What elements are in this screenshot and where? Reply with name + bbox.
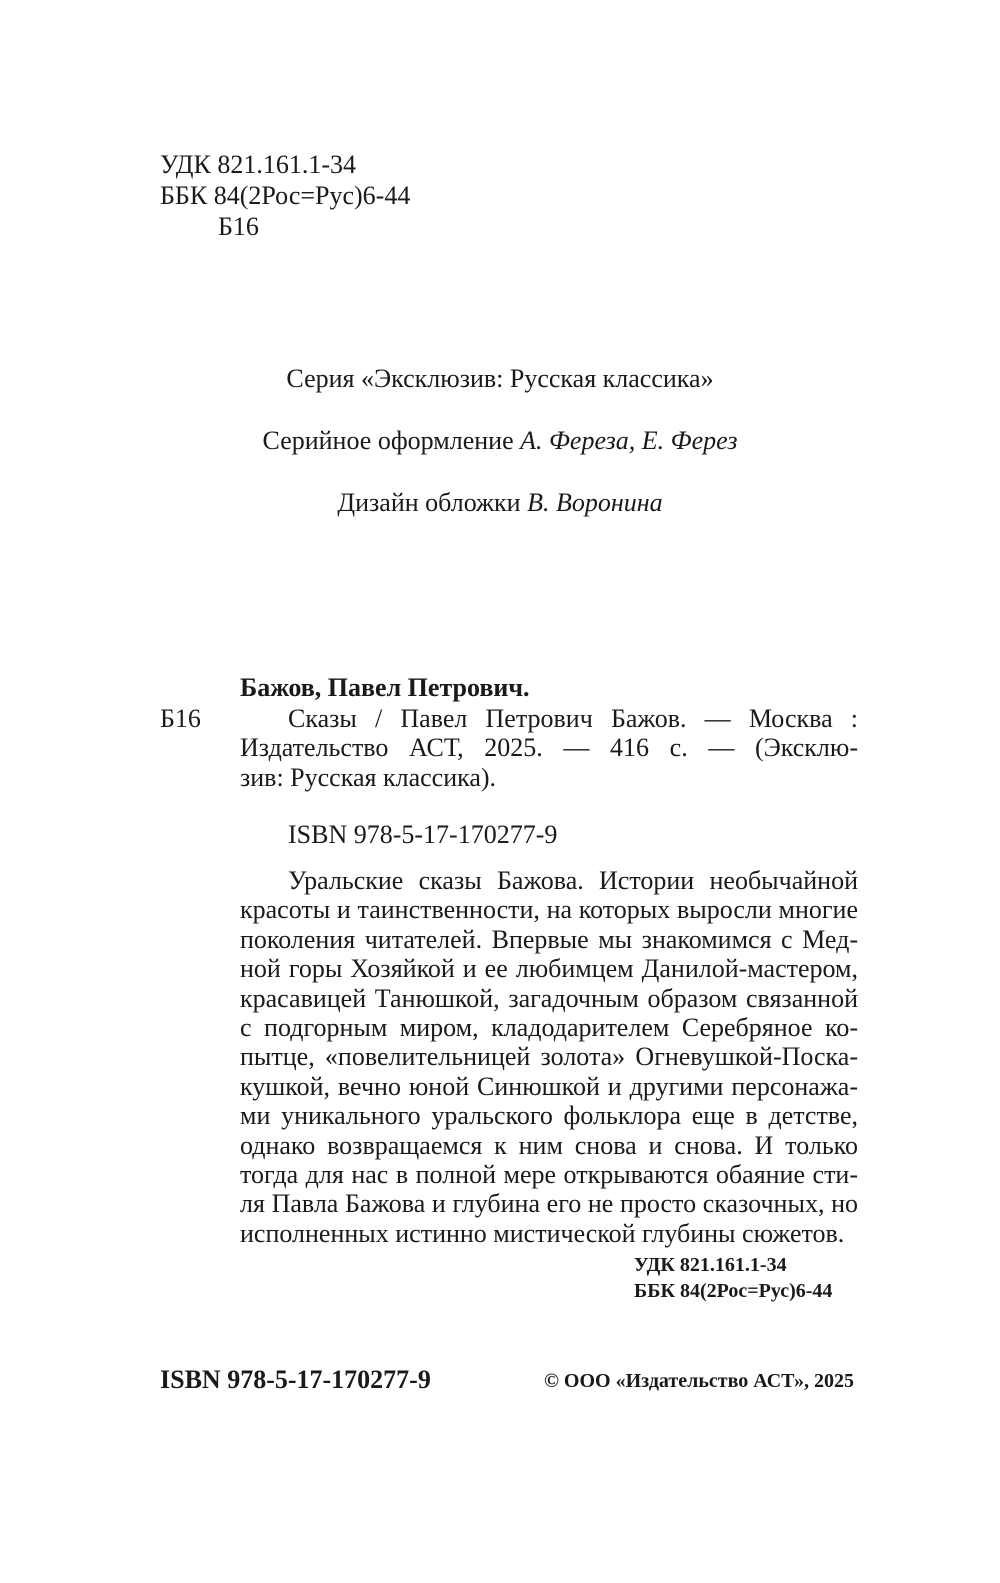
record-mark: Б16 bbox=[160, 704, 201, 733]
annotation bbox=[240, 866, 858, 1248]
annotation-line: красавицей Танюшкой, загадочным образом связанной bbox=[240, 983, 858, 1013]
udk-code: УДК 821.161.1-34 bbox=[160, 150, 357, 179]
annotation-line: ля Павла Бажова и глубина его не просто сказочных, но bbox=[240, 1189, 858, 1219]
biblio-line: Сказы / Павел Петрович Бажов. — Москва : bbox=[288, 704, 858, 733]
annotation-line: исполненных истинно мистической глубины сюжетов. bbox=[240, 1218, 845, 1248]
record-heading: Бажов, Павел Петрович. bbox=[240, 673, 530, 702]
bibliographic-description bbox=[240, 704, 858, 792]
biblio-line: зив: Русская классика). bbox=[240, 762, 497, 792]
annotation-line: Уральские сказы Бажова. Истории необычайной bbox=[288, 866, 858, 895]
cover-design-line bbox=[160, 488, 840, 518]
annotation-line: ной горы Хозяйкой и ее любимцем Данилой-мастером, bbox=[240, 954, 858, 984]
biblio-line: Издательство АСТ, 2025. — 416 с. — (Эксклю- bbox=[240, 733, 858, 763]
annotation-line: красоты и таинственности, на которых выросли многие bbox=[240, 895, 858, 925]
copyright: © ООО «Издательство АСТ», 2025 bbox=[543, 1370, 854, 1392]
record-udk-bbk bbox=[634, 1252, 854, 1304]
series-line: Серия «Эксклюзив: Русская классика» bbox=[286, 364, 714, 393]
annotation-line: пытце, «повелительницей золота» Огневушкой-Поска- bbox=[240, 1042, 858, 1072]
footer-isbn: ISBN 978-5-17-170277-9 bbox=[160, 1365, 431, 1394]
annotation-line: тогда для нас в полной мере открываются обаяние сти- bbox=[240, 1160, 858, 1190]
annotation-line: ми уникального уральского фольклора еще в детстве, bbox=[240, 1101, 858, 1131]
bbk-code: ББК 84(2Рос=Рус)6-44 bbox=[160, 181, 411, 210]
record-udk: УДК 821.161.1-34 bbox=[634, 1254, 787, 1276]
annotation-line: кушкой, вечно юной Синюшкой и другими персонажа- bbox=[240, 1071, 858, 1101]
annotation-line: поколения читателей. Впервые мы знакомимся с Мед- bbox=[240, 924, 858, 954]
record-bbk: ББК 84(2Рос=Рус)6-44 bbox=[634, 1280, 833, 1302]
series-design-names: А. Фереза, Е. Ферез bbox=[520, 426, 738, 455]
annotation-line: однако возвращаемся к ним снова и снова. И только bbox=[240, 1130, 858, 1160]
cover-design-name: В. Воронина bbox=[527, 488, 663, 517]
record-isbn: ISBN 978-5-17-170277-9 bbox=[288, 820, 558, 849]
series-design-line bbox=[160, 426, 840, 456]
series-design-label: Серийное оформление bbox=[262, 426, 521, 455]
cover-design-label: Дизайн обложки bbox=[337, 488, 528, 517]
annotation-line: с подгорным миром, кладодарителем Серебряное ко- bbox=[240, 1013, 858, 1043]
author-mark: Б16 bbox=[218, 212, 259, 241]
